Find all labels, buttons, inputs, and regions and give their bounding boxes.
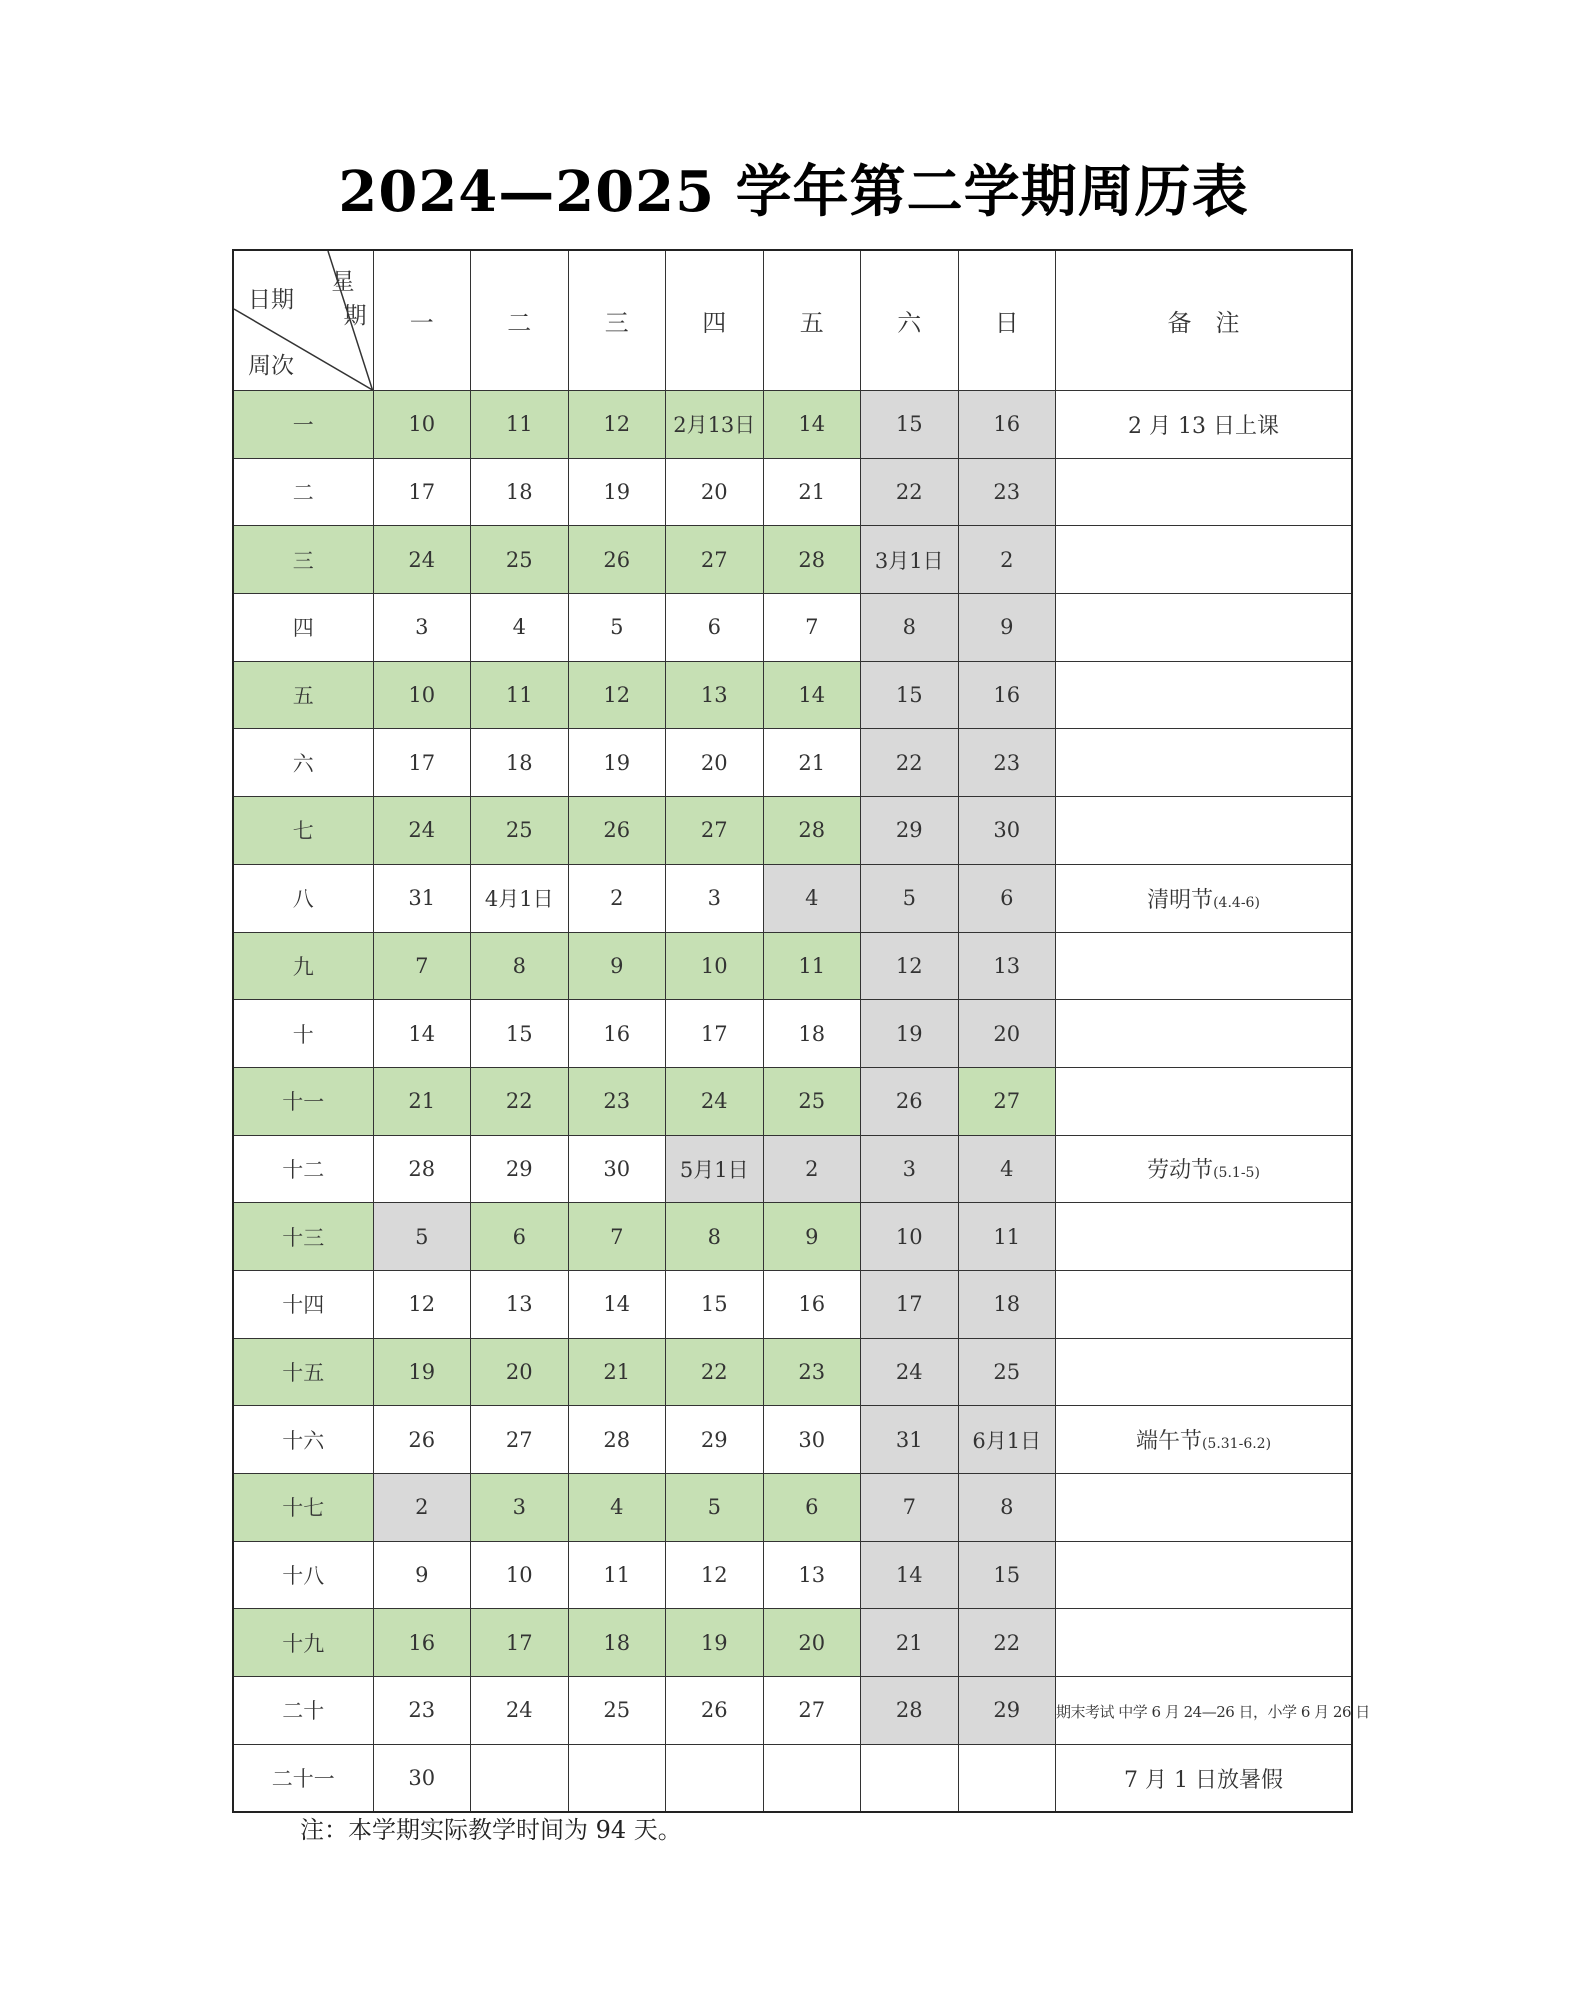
date-cell: 9 [568, 932, 666, 1000]
date-cell [763, 1744, 861, 1812]
week-number-cell: 十四 [233, 1270, 373, 1338]
week-number-cell: 十三 [233, 1203, 373, 1271]
corner-week-label: 周次 [248, 353, 294, 379]
week-row [233, 1338, 1352, 1406]
date-cell: 4月1日 [471, 864, 569, 932]
week-row [233, 1406, 1352, 1474]
date-cell: 18 [958, 1270, 1056, 1338]
date-cell: 20 [471, 1338, 569, 1406]
week-number-cell: 二十 [233, 1677, 373, 1745]
week-row [233, 1609, 1352, 1677]
remark-cell [1056, 1135, 1353, 1203]
week-number-cell: 三 [233, 526, 373, 594]
date-cell: 26 [666, 1677, 764, 1745]
week-row [233, 1203, 1352, 1271]
date-cell: 22 [471, 1067, 569, 1135]
remark-cell [1056, 1406, 1353, 1474]
date-cell: 7 [763, 594, 861, 662]
date-cell: 29 [471, 1135, 569, 1203]
date-cell: 14 [568, 1270, 666, 1338]
date-cell: 5月1日 [666, 1135, 764, 1203]
remark-text: 劳动节 [1147, 1158, 1214, 1184]
date-cell: 31 [861, 1406, 959, 1474]
date-cell: 13 [958, 932, 1056, 1000]
week-row [233, 1541, 1352, 1609]
date-cell: 4 [763, 864, 861, 932]
week-number-cell: 十 [233, 1000, 373, 1068]
remark-text: 7 月 1 日放暑假 [1124, 1767, 1283, 1793]
week-number-cell: 十八 [233, 1541, 373, 1609]
date-cell: 5 [373, 1203, 471, 1271]
week-number-cell: 十五 [233, 1338, 373, 1406]
week-number-cell: 九 [233, 932, 373, 1000]
date-cell: 6 [471, 1203, 569, 1271]
date-cell: 2 [568, 864, 666, 932]
day-header: 六 [861, 250, 959, 391]
date-cell: 2 [958, 526, 1056, 594]
day-header: 三 [568, 250, 666, 391]
page-title: 2024—2025 学年第二学期周历表 [338, 159, 1249, 225]
date-cell [568, 1744, 666, 1812]
date-cell [666, 1744, 764, 1812]
date-cell: 6月1日 [958, 1406, 1056, 1474]
date-cell: 19 [666, 1609, 764, 1677]
week-number-cell: 四 [233, 594, 373, 662]
remark-cell [1056, 458, 1353, 526]
date-cell [471, 1744, 569, 1812]
date-cell: 19 [568, 458, 666, 526]
date-cell: 11 [568, 1541, 666, 1609]
date-cell: 18 [763, 1000, 861, 1068]
date-cell: 2 [763, 1135, 861, 1203]
date-cell: 10 [666, 932, 764, 1000]
date-cell: 21 [763, 729, 861, 797]
date-cell: 16 [568, 1000, 666, 1068]
date-cell: 20 [958, 1000, 1056, 1068]
date-cell: 9 [763, 1203, 861, 1271]
remark-text: 2 月 13 日上课 [1128, 413, 1279, 439]
date-cell: 15 [861, 391, 959, 459]
remark-cell [1056, 864, 1353, 932]
date-cell: 7 [568, 1203, 666, 1271]
day-header: 一 [373, 250, 471, 391]
week-row [233, 661, 1352, 729]
date-cell: 18 [471, 458, 569, 526]
header-row [233, 250, 1352, 391]
date-cell: 30 [958, 797, 1056, 865]
week-row [233, 458, 1352, 526]
date-cell: 23 [958, 729, 1056, 797]
date-cell: 3 [471, 1474, 569, 1542]
date-cell: 19 [568, 729, 666, 797]
week-row [233, 864, 1352, 932]
date-cell: 10 [471, 1541, 569, 1609]
date-cell: 8 [958, 1474, 1056, 1542]
week-number-cell: 五 [233, 661, 373, 729]
remark-cell [1056, 729, 1353, 797]
remark-cell [1056, 1677, 1370, 1745]
week-number-cell: 八 [233, 864, 373, 932]
week-number-cell: 十二 [233, 1135, 373, 1203]
date-cell: 18 [568, 1609, 666, 1677]
date-cell: 18 [471, 729, 569, 797]
date-cell: 9 [958, 594, 1056, 662]
day-header: 二 [471, 250, 569, 391]
date-cell: 20 [763, 1609, 861, 1677]
date-cell: 26 [568, 526, 666, 594]
date-cell: 28 [763, 797, 861, 865]
date-cell: 22 [861, 458, 959, 526]
date-cell: 4 [958, 1135, 1056, 1203]
week-number-cell: 七 [233, 797, 373, 865]
date-cell: 23 [373, 1677, 471, 1745]
date-cell: 2月13日 [666, 391, 764, 459]
remark-cell [1056, 391, 1353, 459]
week-row [233, 391, 1352, 459]
date-cell: 23 [763, 1338, 861, 1406]
remark-cell [1056, 1609, 1353, 1677]
date-cell: 21 [763, 458, 861, 526]
date-cell: 12 [373, 1270, 471, 1338]
date-cell: 8 [861, 594, 959, 662]
week-number-cell: 二十一 [233, 1744, 373, 1812]
date-cell: 12 [666, 1541, 764, 1609]
week-row [233, 1000, 1352, 1068]
date-cell: 31 [373, 864, 471, 932]
date-cell: 3 [666, 864, 764, 932]
remark-cell [1056, 526, 1353, 594]
date-cell: 27 [958, 1067, 1056, 1135]
date-cell: 12 [568, 391, 666, 459]
date-cell: 7 [373, 932, 471, 1000]
date-cell: 27 [763, 1677, 861, 1745]
date-cell: 25 [763, 1067, 861, 1135]
date-cell: 7 [861, 1474, 959, 1542]
date-cell [958, 1744, 1056, 1812]
date-cell: 15 [861, 661, 959, 729]
date-cell: 13 [763, 1541, 861, 1609]
date-cell: 3 [861, 1135, 959, 1203]
week-row [233, 1474, 1352, 1542]
date-cell: 10 [861, 1203, 959, 1271]
week-row [233, 1135, 1352, 1203]
remark-header: 备 注 [1056, 250, 1353, 391]
date-cell: 17 [373, 458, 471, 526]
date-cell: 30 [763, 1406, 861, 1474]
week-number-cell: 六 [233, 729, 373, 797]
date-cell: 20 [666, 729, 764, 797]
date-cell: 11 [471, 391, 569, 459]
date-cell: 5 [568, 594, 666, 662]
week-row [233, 594, 1352, 662]
date-cell: 20 [666, 458, 764, 526]
date-cell: 2 [373, 1474, 471, 1542]
remark-cell [1056, 932, 1353, 1000]
date-cell: 27 [666, 526, 764, 594]
date-cell: 12 [568, 661, 666, 729]
day-header: 五 [763, 250, 861, 391]
date-cell: 11 [958, 1203, 1056, 1271]
date-cell: 23 [568, 1067, 666, 1135]
calendar-table [232, 249, 1370, 1813]
corner-header-cell [233, 250, 373, 391]
date-cell: 15 [471, 1000, 569, 1068]
date-cell: 4 [568, 1474, 666, 1542]
date-cell: 21 [568, 1338, 666, 1406]
date-cell: 25 [471, 797, 569, 865]
week-row [233, 729, 1352, 797]
date-cell: 29 [666, 1406, 764, 1474]
date-cell: 29 [861, 797, 959, 865]
date-cell: 19 [861, 1000, 959, 1068]
date-cell: 14 [373, 1000, 471, 1068]
date-cell: 15 [958, 1541, 1056, 1609]
date-cell: 25 [568, 1677, 666, 1745]
remark-text: 期末考试 中学 6 月 24—26 日，小学 6 月 26 日 [1056, 1703, 1370, 1722]
date-cell: 3月1日 [861, 526, 959, 594]
date-cell: 10 [373, 661, 471, 729]
date-cell: 24 [861, 1338, 959, 1406]
date-cell: 16 [958, 391, 1056, 459]
date-cell: 9 [373, 1541, 471, 1609]
date-cell: 28 [568, 1406, 666, 1474]
date-cell: 5 [666, 1474, 764, 1542]
day-header: 四 [666, 250, 764, 391]
week-number-cell: 十九 [233, 1609, 373, 1677]
corner-date-label: 日期 [248, 287, 294, 313]
remark-text: 端午节 [1135, 1429, 1202, 1455]
date-cell: 6 [666, 594, 764, 662]
date-cell: 13 [471, 1270, 569, 1338]
date-cell: 27 [471, 1406, 569, 1474]
date-cell: 28 [373, 1135, 471, 1203]
date-cell: 17 [471, 1609, 569, 1677]
date-cell: 5 [861, 864, 959, 932]
week-row [233, 1677, 1352, 1745]
remark-cell [1056, 1474, 1353, 1542]
date-cell: 28 [763, 526, 861, 594]
remark-cell [1056, 594, 1353, 662]
remark-cell [1056, 1067, 1353, 1135]
week-row [233, 1744, 1352, 1812]
week-number-cell: 二 [233, 458, 373, 526]
date-cell: 28 [861, 1677, 959, 1745]
remark-cell [1056, 1744, 1353, 1812]
date-cell: 15 [666, 1270, 764, 1338]
date-cell: 27 [666, 797, 764, 865]
week-number-cell: 一 [233, 391, 373, 459]
date-cell: 3 [373, 594, 471, 662]
date-cell: 25 [958, 1338, 1056, 1406]
date-cell: 21 [373, 1067, 471, 1135]
date-cell: 19 [373, 1338, 471, 1406]
date-cell: 16 [763, 1270, 861, 1338]
date-cell: 17 [666, 1000, 764, 1068]
date-cell: 22 [958, 1609, 1056, 1677]
date-cell: 30 [373, 1744, 471, 1812]
date-cell [861, 1744, 959, 1812]
date-cell: 10 [373, 391, 471, 459]
remark-cell [1056, 1541, 1353, 1609]
date-cell: 23 [958, 458, 1056, 526]
date-cell: 13 [666, 661, 764, 729]
remark-cell [1056, 1338, 1353, 1406]
week-row [233, 1270, 1352, 1338]
date-cell: 24 [373, 526, 471, 594]
date-cell: 6 [763, 1474, 861, 1542]
date-cell: 26 [373, 1406, 471, 1474]
day-header: 日 [958, 250, 1056, 391]
date-cell: 14 [861, 1541, 959, 1609]
remark-cell [1056, 797, 1353, 865]
date-cell: 14 [763, 661, 861, 729]
date-cell: 16 [958, 661, 1056, 729]
corner-xing-label: 星 [331, 269, 355, 295]
date-cell: 11 [471, 661, 569, 729]
date-cell: 21 [861, 1609, 959, 1677]
week-number-cell: 十一 [233, 1067, 373, 1135]
remark-cell [1056, 1000, 1353, 1068]
date-cell: 16 [373, 1609, 471, 1677]
date-cell: 30 [568, 1135, 666, 1203]
date-cell: 8 [666, 1203, 764, 1271]
remark-text: 清明节 [1147, 887, 1214, 913]
date-cell: 8 [471, 932, 569, 1000]
date-cell: 24 [471, 1677, 569, 1745]
date-cell: 26 [861, 1067, 959, 1135]
date-cell: 11 [763, 932, 861, 1000]
date-cell: 24 [666, 1067, 764, 1135]
remark-cell [1056, 661, 1353, 729]
corner-qi-label: 期 [343, 303, 367, 329]
remark-cell [1056, 1270, 1353, 1338]
week-number-cell: 十六 [233, 1406, 373, 1474]
week-row [233, 1067, 1352, 1135]
date-cell: 29 [958, 1677, 1056, 1745]
remark-date-range: (5.1-5) [1213, 1165, 1260, 1182]
week-number-cell: 十七 [233, 1474, 373, 1542]
date-cell: 25 [471, 526, 569, 594]
remark-date-range: (4.4-6) [1213, 894, 1260, 911]
week-row [233, 797, 1352, 865]
date-cell: 22 [861, 729, 959, 797]
date-cell: 4 [471, 594, 569, 662]
week-row [233, 526, 1352, 594]
date-cell: 14 [763, 391, 861, 459]
date-cell: 17 [373, 729, 471, 797]
date-cell: 17 [861, 1270, 959, 1338]
date-cell: 6 [958, 864, 1056, 932]
date-cell: 24 [373, 797, 471, 865]
date-cell: 22 [666, 1338, 764, 1406]
remark-date-range: (5.31-6.2) [1201, 1436, 1272, 1453]
date-cell: 12 [861, 932, 959, 1000]
date-cell: 26 [568, 797, 666, 865]
remark-cell [1056, 1203, 1353, 1271]
footnote: 注：本学期实际教学时间为 94 天。 [300, 1816, 682, 1844]
week-row [233, 932, 1352, 1000]
